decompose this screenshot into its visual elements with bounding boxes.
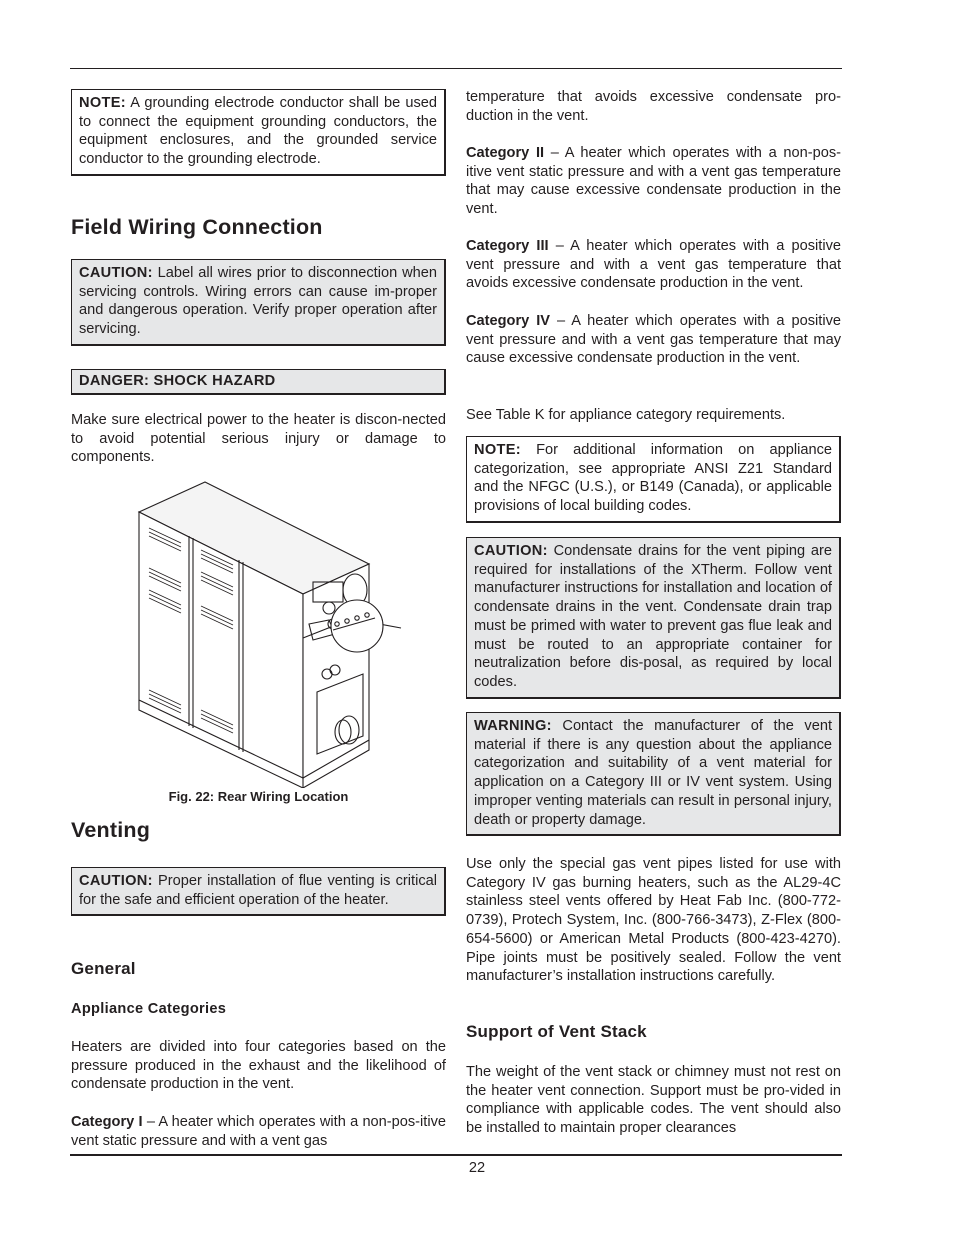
- heater-rear-illustration: [71, 478, 446, 788]
- note-text: A grounding electrode conductor shall be used to connect the equipment grounding conductors, the equipment enclosures, and the grounded service conductor to the grounding electrode.: [79, 95, 437, 168]
- category-1-paragraph: [71, 1113, 446, 1150]
- appliance-categories-heading: Appliance Categories: [71, 1001, 227, 1017]
- support-paragraph: The weight of the vent stack or chimney must not rest on the heater vent connection. Support must be pro-vided in compliance with applicable codes. The vent should also be installed to maintain proper clearances: [466, 1064, 841, 1137]
- note-lead: NOTE:: [474, 442, 521, 458]
- field-wiring-heading: Field Wiring Connection: [71, 215, 323, 239]
- category-2-text: – A heater which operates with a non-pos-itive vent static pressure and with a vent gas temperature that may cause excessive condensate production in the vent.: [466, 145, 842, 218]
- category-2-label: Category II: [466, 145, 545, 161]
- category-4-paragraph: [466, 312, 841, 368]
- category-3-paragraph: [466, 237, 841, 293]
- note-lead: NOTE:: [79, 95, 126, 111]
- category-1-label: Category I: [71, 1114, 143, 1130]
- caution-text: Label all wires prior to disconnection when servicing controls. Wiring errors can cause im-proper and dangerous operation. Verify proper operation after servicing.: [79, 265, 437, 338]
- support-vent-stack-heading: Support of Vent Stack: [466, 1022, 647, 1041]
- category-2-paragraph: [466, 144, 841, 219]
- category-3-label: Category III: [466, 238, 549, 254]
- caution-venting-box: [71, 867, 446, 916]
- warning-vent-box: [466, 712, 841, 836]
- shock-paragraph: Make sure electrical power to the heater is discon-nected to avoid potential serious injury or damage to components.: [71, 412, 446, 466]
- caution-lead: CAUTION:: [79, 265, 153, 281]
- note-grounding-box: [71, 89, 446, 176]
- table-k-reference: See Table K for appliance category requirements.: [466, 407, 786, 423]
- note-categorization-box: [466, 436, 841, 523]
- category-4-label: Category IV: [466, 313, 551, 329]
- general-heading: General: [71, 959, 136, 978]
- note-text: For additional information on appliance categorization, see appropriate ANSI Z21 Standard and the NFGC (U.S.), or B149 (Canada), or applicable provisions of local building codes.: [474, 442, 832, 515]
- warning-lead: WARNING:: [474, 718, 552, 734]
- category-3-text: – A heater which operates with a positive vent pressure and with a vent gas temperature that avoids excessive condensate production in the vent.: [466, 238, 841, 292]
- rear-wiring-figure: [71, 478, 446, 808]
- bottom-rule: [70, 1154, 842, 1156]
- caution-text: Condensate drains for the vent piping are required for installations of the XTherm. Follow vent manufacturer instructions for installation and location of condensate drains in the vent. Condensate drain trap must be primed with water to prevent gas flue leak and must be routed to an appropriate container for neutralization before dis-posal, as required by local codes.: [474, 543, 832, 690]
- category-1-text: – A heater which operates with a non-pos-itive vent static pressure and with a vent gas: [71, 1114, 446, 1149]
- vent-pipes-paragraph: Use only the special gas vent pipes listed for use with Category IV gas burning heaters, such as the AL29-4C stainless steel vents offered by Heat Fab Inc. (800-772-0739), Protech System, Inc. (800-766-3473), Z-Flex (800-654-5600) or American Metal Products (800-423-4270). Pipe joints must be positively sealed. Follow the vent manufacturer’s installation instructions carefully.: [466, 856, 841, 985]
- venting-heading: Venting: [71, 818, 151, 842]
- figure-caption: Fig. 22: Rear Wiring Location: [168, 789, 349, 804]
- caution-text: Proper installation of flue venting is critical for the safe and efficient operation of the heater.: [79, 873, 437, 908]
- danger-shock-hazard-bar: [71, 369, 446, 395]
- top-rule: [70, 68, 842, 69]
- caution-lead: CAUTION:: [79, 873, 153, 889]
- caution-lead: CAUTION:: [474, 543, 548, 559]
- category-4-text: – A heater which operates with a positive vent pressure and with a vent gas temperature that may cause excessive condensate production in the vent.: [466, 313, 841, 367]
- danger-label: DANGER: SHOCK HAZARD: [79, 373, 276, 389]
- categories-intro-paragraph: Heaters are divided into four categories based on the pressure produced in the exhaust and the likelihood of condensate production in the vent.: [71, 1039, 446, 1093]
- category-1-continuation: temperature that avoids excessive condensate pro-duction in the vent.: [466, 89, 841, 124]
- caution-wiring-box: [71, 259, 446, 346]
- caution-condensate-box: [466, 537, 841, 699]
- page-number: 22: [468, 1160, 486, 1176]
- warning-text: Contact the manufacturer of the vent material if there is any question about the appliance categorization and suitability of a vent material for application on a Category III or IV vent system. Using improper venting materials can result in personal injury, death or property damage.: [474, 718, 832, 828]
